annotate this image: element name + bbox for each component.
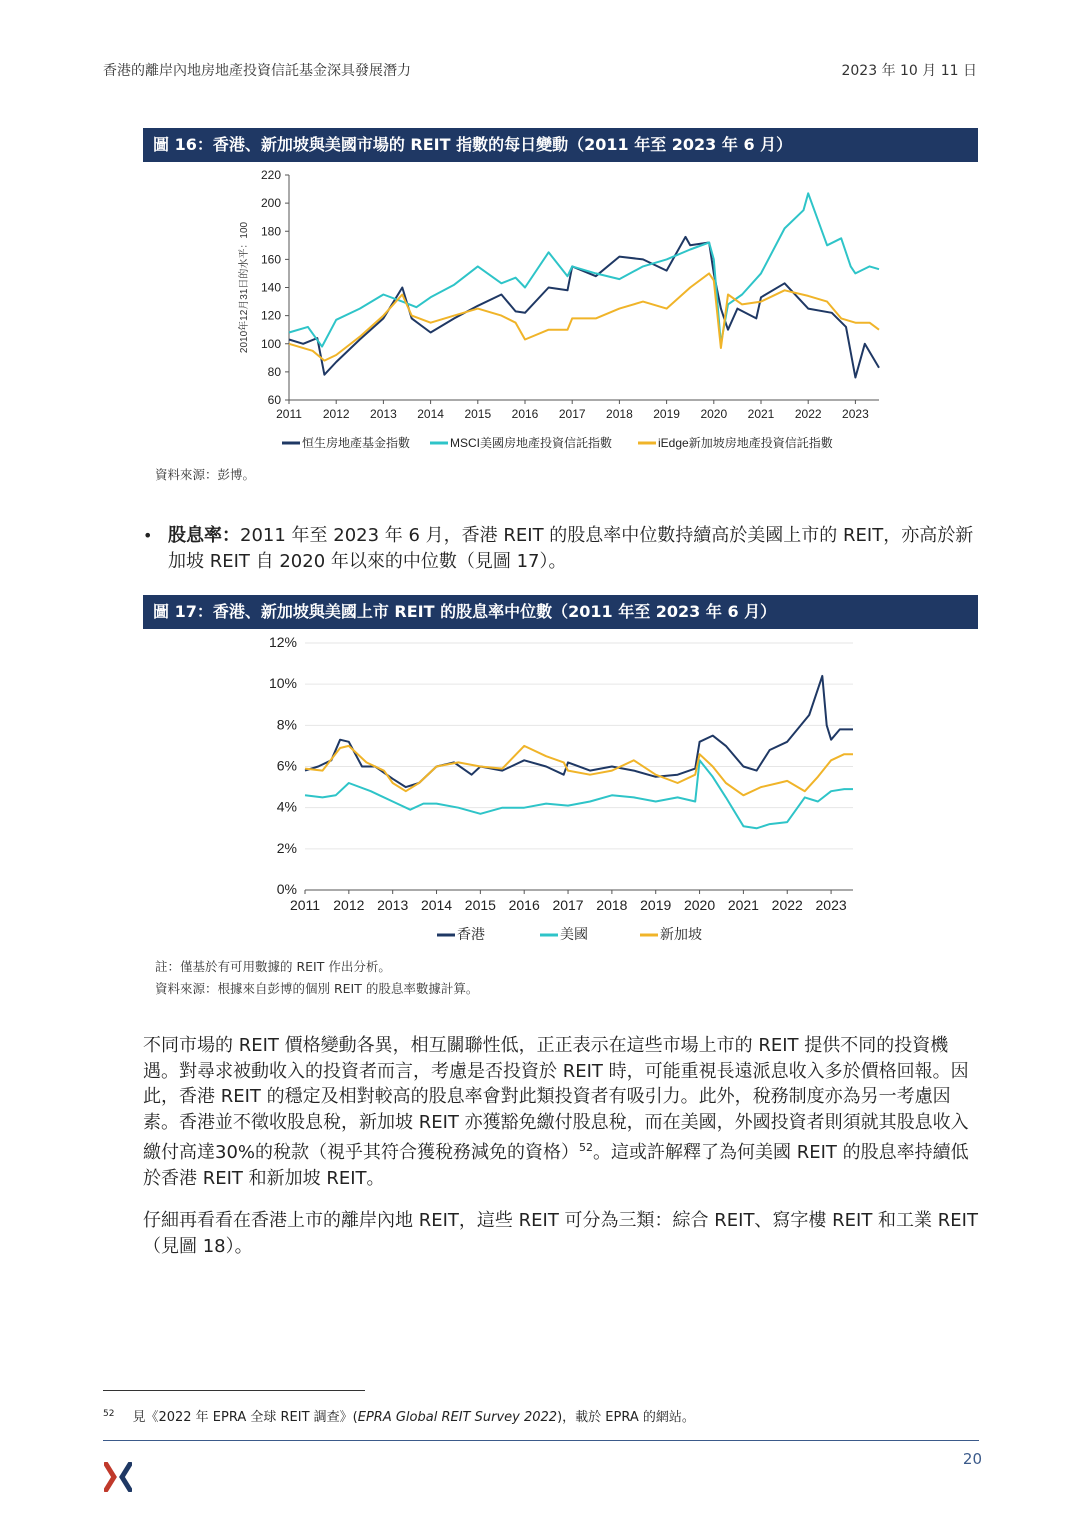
legend-label: 香港	[457, 926, 485, 942]
x-tick-label: 2022	[771, 897, 803, 913]
y-tick-label: 6%	[276, 757, 297, 774]
legend-label: 美國	[560, 926, 588, 942]
footnote-ref[interactable]: 52	[579, 1141, 594, 1154]
x-tick-label: 2023	[815, 897, 847, 913]
paragraph-1	[143, 1033, 983, 1191]
footnote-text-a: 見《2022 年 EPRA 全球 REIT 調查》(	[132, 1410, 358, 1425]
x-tick-label: 2018	[596, 897, 628, 913]
x-tick-label: 2017	[558, 407, 586, 421]
x-tick-label: 2014	[417, 407, 444, 421]
y-tick-label: 0%	[276, 881, 297, 897]
footnote-text-italic: EPRA Global REIT Survey 2022	[357, 1410, 558, 1425]
y-tick-label: 12%	[268, 634, 297, 650]
y-tick-label: 100	[260, 336, 281, 351]
header-title: 香港的離岸內地房地產投資信託基金深具發展潛力	[103, 63, 411, 79]
legend-label: 恒生房地產基金指數	[302, 436, 411, 450]
x-tick-label: 2015	[464, 407, 492, 421]
bullet-dot: •	[143, 526, 153, 545]
x-tick-label: 2021	[727, 897, 759, 913]
dividend-bullet	[143, 523, 983, 575]
footnote-number: 52	[103, 1408, 115, 1419]
series-line-0	[289, 237, 879, 378]
legend-label: 新加坡	[660, 926, 702, 942]
y-tick-label: 140	[260, 280, 281, 295]
y-tick-label: 200	[260, 196, 281, 211]
x-tick-label: 2016	[508, 897, 540, 913]
paragraph-1-text: 不同市場的 REIT 價格變動各異，相互關聯性低，正正表示在這些市場上市的 REIT 提供不同的投資機遇。對尋求被動收入的投資者而言，考慮是否投資於 REIT 時，可能重視長遠派息收入多於價格回報。因此，香港 REIT 的穩定及相對較高的股息率會對此類投資者有吸引力。此外，稅務制度亦為另一考慮因素。香港並不徵收股息稅，新加坡 REIT 亦獲豁免繳付股息稅，而在美國，外國投資者則須就其股息收入繳付高達30%的稅款（視乎其符合獲稅務減免的資格）	[143, 1035, 969, 1163]
x-tick-label: 2020	[700, 407, 728, 421]
x-tick-label: 2014	[420, 897, 453, 913]
x-tick-label: 2020	[683, 897, 716, 913]
x-tick-label: 2016	[511, 407, 539, 421]
series-line-0	[305, 676, 853, 787]
x-tick-label: 2012	[322, 407, 350, 421]
page-number: 20	[962, 1450, 982, 1468]
x-tick-label: 2017	[552, 897, 584, 913]
bottom-divider	[103, 1440, 979, 1441]
hkex-logo-icon	[104, 1462, 132, 1492]
paragraph-1-tail: 。這或許解釋了為何美國 REIT 的股息率持續低於香港 REIT 和新加坡 REIT。	[143, 1142, 969, 1189]
figure-17-title: 圖 17：香港、新加坡與美國上市 REIT 的股息率中位數（2011 年至 2023 年 6 月）	[143, 595, 978, 629]
x-tick-label: 2021	[747, 407, 775, 421]
bullet-text: 2011 年至 2023 年 6 月，香港 REIT 的股息率中位數持續高於美國上市的 REIT，亦高於新加坡 REIT 自 2020 年以來的中位數（見圖 17）。	[168, 525, 974, 572]
bullet-label: 股息率：	[168, 525, 240, 546]
series-line-2	[289, 273, 879, 360]
legend-label: iEdge新加坡房地產投資信託指數	[658, 436, 833, 450]
figure-17-note: 註：僅基於有可用數據的 REIT 作出分析。	[155, 959, 391, 974]
figure-16-title: 圖 16：香港、新加坡與美國市場的 REIT 指數的每日變動（2011 年至 2023 年 6 月）	[143, 128, 978, 162]
x-tick-label: 2023	[842, 407, 869, 421]
y-tick-label: 220	[260, 168, 281, 182]
series-line-2	[305, 746, 853, 795]
header-date: 2023 年 10 月 11 日	[841, 63, 977, 79]
y-tick-label: 10%	[268, 675, 297, 692]
figure-17-source: 資料來源：根據來自彭博的個別 REIT 的股息率數據計算。	[155, 981, 479, 996]
x-tick-label: 2018	[606, 407, 633, 421]
y-tick-label: 2%	[276, 839, 297, 856]
x-tick-label: 2013	[377, 897, 409, 913]
figure-16-chart	[220, 163, 980, 463]
x-tick-label: 2011	[276, 407, 302, 421]
y-tick-label: 60	[267, 393, 281, 407]
y-axis-label: 2010年12月31日的水平：100	[239, 221, 250, 354]
x-tick-label: 2015	[464, 897, 496, 913]
figure-17-chart	[220, 630, 980, 950]
legend-label: MSCI美國房地產投資信託指數	[450, 436, 613, 450]
x-tick-label: 2019	[640, 897, 672, 913]
x-tick-label: 2022	[794, 407, 822, 421]
series-line-1	[305, 760, 853, 828]
y-tick-label: 8%	[276, 716, 297, 733]
y-tick-label: 180	[260, 224, 281, 239]
x-tick-label: 2011	[289, 897, 321, 913]
paragraph-2: 仔細再看看在香港上市的離岸內地 REIT，這些 REIT 可分為三類：綜合 REIT、寫字樓 REIT 和工業 REIT（見圖 18）。	[143, 1210, 978, 1257]
y-tick-label: 4%	[276, 798, 297, 815]
x-tick-label: 2013	[370, 407, 397, 421]
x-tick-label: 2012	[333, 897, 365, 913]
footnote-text-b: )，載於 EPRA 的網站。	[557, 1410, 695, 1425]
footnote-divider	[103, 1390, 365, 1391]
y-tick-label: 120	[260, 308, 281, 323]
y-tick-label: 80	[267, 364, 281, 379]
footnote	[103, 1406, 695, 1425]
y-tick-label: 160	[260, 252, 281, 267]
x-tick-label: 2019	[653, 407, 680, 421]
figure-16-source: 資料來源：彭博。	[155, 467, 256, 482]
